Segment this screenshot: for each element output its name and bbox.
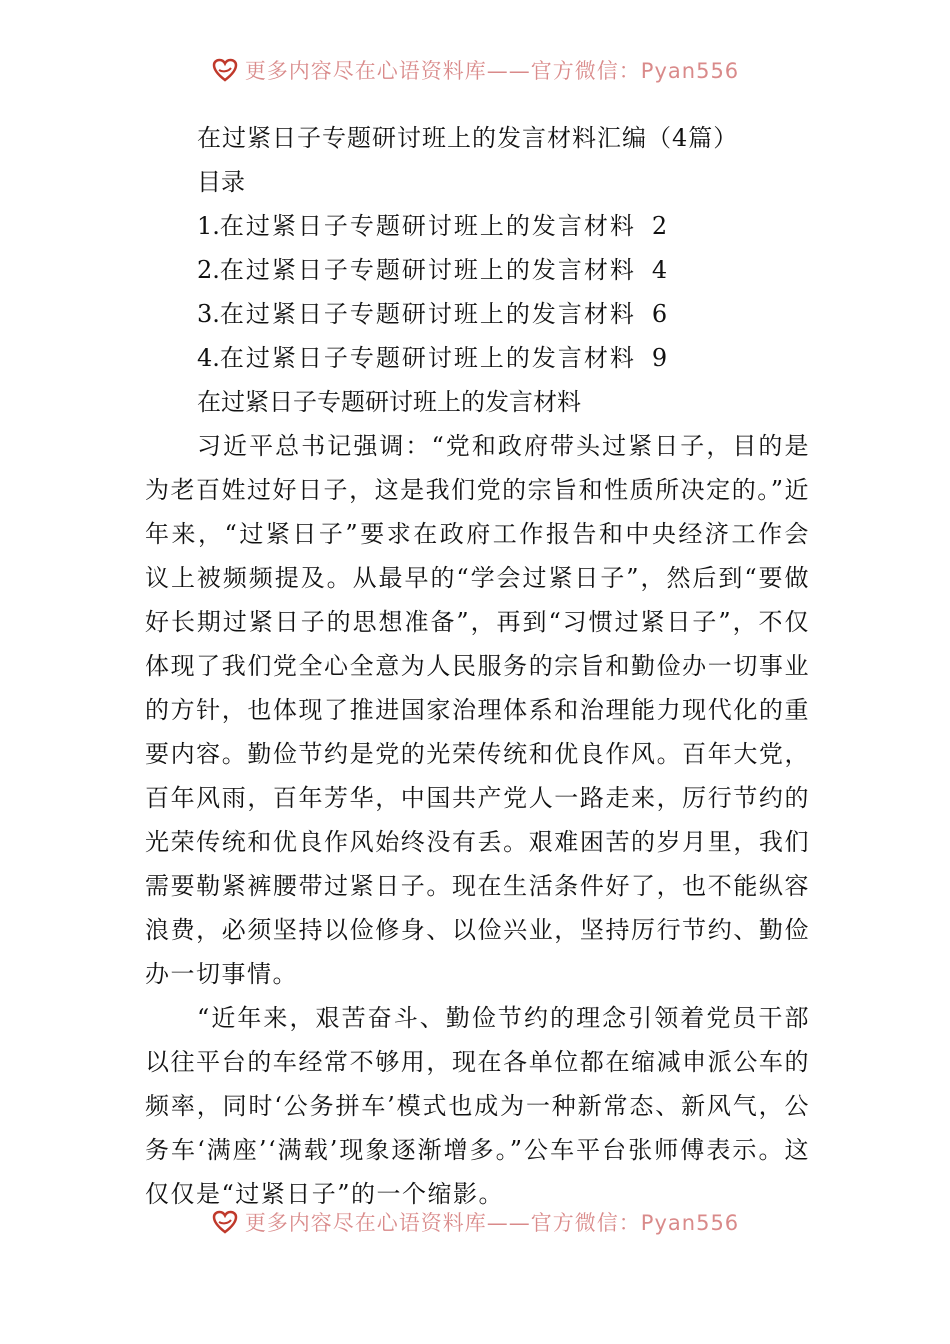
heart-logo-icon [211,1208,239,1236]
toc-item-number: 1. [197,212,220,240]
toc-item[interactable] [197,204,810,248]
toc-item[interactable] [197,248,810,292]
toc-item-page: 6 [651,300,668,328]
body-paragraph: “近年来，艰苦奋斗、勤俭节约的理念引领着党员干部以往平台的车经常不够用，现在各单位都在缩减申派公车的频率，同时‘公务拼车’模式也成为一种新常态、新风气，公务车‘满座’‘满载’现象逐渐增多。”公车平台张师傅表示。这仅仅是“过紧日子”的一个缩影。 [145,1004,810,1208]
toc-item-text: 在过紧日子专题研讨班上的发言材料 [219,300,636,328]
watermark-top [0,52,950,88]
toc-item-page: 2 [651,212,668,240]
toc-item-page: 9 [651,344,668,372]
toc-item-page: 4 [651,256,668,284]
watermark-bottom [0,1204,950,1240]
document-title: 在过紧日子专题研讨班上的发言材料汇编（4篇） [197,124,739,152]
watermark-text: 更多内容尽在心语资料库——官方微信：Pyan556 [244,1211,740,1235]
toc-item-text: 在过紧日子专题研讨班上的发言材料 [219,212,636,240]
toc-item-number: 4. [197,344,220,372]
watermark-text: 更多内容尽在心语资料库——官方微信：Pyan556 [244,59,740,83]
toc-item-number: 2. [197,256,220,284]
toc-item-text: 在过紧日子专题研讨班上的发言材料 [219,256,636,284]
toc-item-text: 在过紧日子专题研讨班上的发言材料 [219,344,636,372]
toc-item[interactable] [197,292,810,336]
toc-heading: 目录 [197,168,245,196]
toc-item[interactable] [197,336,810,380]
body-paragraph: 习近平总书记强调：“党和政府带头过紧日子，目的是为老百姓过好日子，这是我们党的宗旨和性质所决定的。”近年来，“过紧日子”要求在政府工作报告和中央经济工作会议上被频频提及。从最早的“学会过紧日子”，然后到“要做好长期过紧日子的思想准备”，再到“习惯过紧日子”，不仅体现了我们党全心全意为人民服务的宗旨和勤俭办一切事业的方针，也体现了推进国家治理体系和治理能力现代化的重要内容。勤俭节约是党的光荣传统和优良作风。百年大党，百年风雨，百年芳华，中国共产党人一路走来，厉行节约的光荣传统和优良作风始终没有丢。艰难困苦的岁月里，我们需要勒紧裤腰带过紧日子。现在生活条件好了，也不能纵容浪费，必须坚持以俭修身、以俭兴业，坚持厉行节约、勤俭办一切事情。 [145,432,810,988]
heart-logo-icon [211,56,239,84]
toc-item-number: 3. [197,300,220,328]
section-title: 在过紧日子专题研讨班上的发言材料 [197,388,581,416]
document-body [145,116,810,1216]
